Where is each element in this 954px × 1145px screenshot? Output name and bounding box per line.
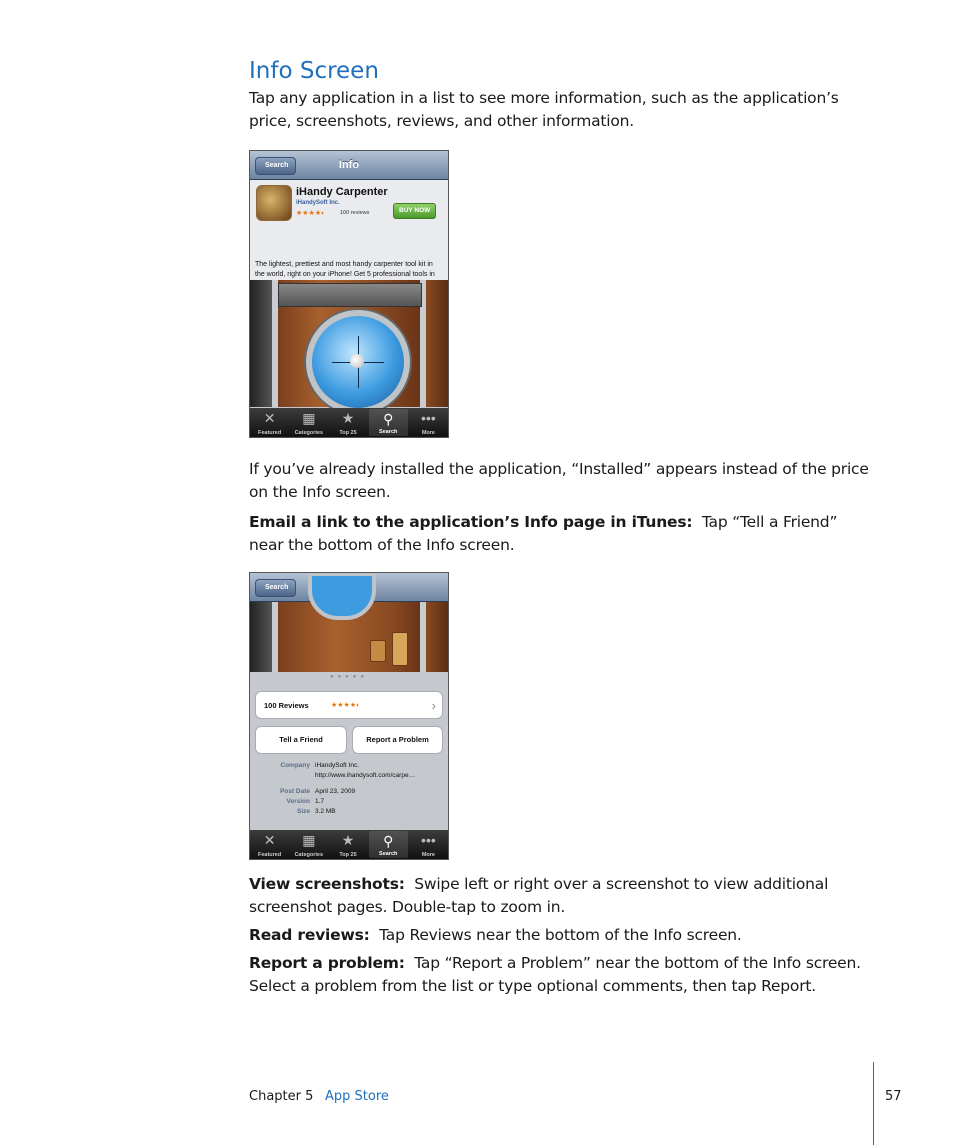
star-icon: ★ (341, 410, 355, 426)
search-back-button[interactable]: Search (255, 157, 296, 175)
reviews-row[interactable] (255, 691, 443, 719)
review-count: 100 reviews (340, 210, 370, 216)
installed-paragraph: If you’ve already installed the application, “Installed” appears instead of the price on the Info screen. (249, 460, 869, 501)
tab-top-25[interactable] (328, 830, 367, 859)
level-wheel (308, 572, 376, 620)
report-problem-text: Tap “Report a Problem” near the bottom of the Info screen. Select a problem from the list or type optional comments, then tap Report. (249, 954, 861, 995)
screenshot-next (426, 602, 448, 672)
tab-label: Search (379, 851, 398, 857)
categories-icon: ▦ (302, 832, 316, 848)
featured-icon: ✕ (263, 410, 276, 426)
footer-chapter: Chapter 5 (249, 1089, 314, 1104)
tab-more[interactable] (409, 830, 448, 859)
read-reviews-text: Tap Reviews near the bottom of the Info screen. (379, 926, 742, 944)
app-description: The lightest, prettiest and most handy carpenter tool kit in the world, right on your iPhone! Get 5 professional tools in (255, 261, 435, 278)
app-summary-panel (250, 180, 448, 280)
more-icon: ••• (421, 832, 436, 848)
view-screenshots-label: View screenshots: (249, 875, 405, 893)
search-icon: ⚲ (383, 833, 394, 849)
tab-label: Featured (257, 430, 282, 436)
buy-now-button[interactable]: BUY NOW (393, 203, 436, 219)
tab-label: Search (379, 429, 398, 435)
report-problem-label: Report a problem: (249, 954, 405, 972)
info-key: Company (280, 762, 310, 769)
section-heading: Info Screen (249, 58, 379, 84)
read-reviews-paragraph (249, 924, 874, 947)
featured-icon: ✕ (263, 832, 276, 848)
tab-label: Categories (294, 852, 324, 858)
screenshot-image[interactable] (278, 280, 420, 407)
tab-more[interactable] (409, 408, 448, 437)
report-problem-paragraph (249, 952, 874, 998)
info-screen-bottom-screenshot (249, 572, 449, 860)
tab-bar (250, 830, 448, 859)
screenshot-carousel[interactable] (250, 280, 448, 407)
rating-stars-icon: ★★★★◐ (331, 702, 361, 709)
tab-label: Top 25 (339, 430, 357, 436)
report-a-problem-button[interactable]: Report a Problem (352, 726, 443, 754)
tab-label: Top 25 (339, 852, 357, 858)
search-back-button[interactable]: Search (255, 579, 296, 597)
tab-label: Categories (294, 430, 324, 436)
view-screenshots-text: Swipe left or right over a screenshot to view additional screenshot pages. Double-tap to zoom in. (249, 875, 829, 916)
info-key: Version (286, 798, 310, 805)
view-screenshots-paragraph (249, 873, 874, 919)
tab-bar (250, 408, 448, 437)
company-url-link[interactable]: http://www.ihandysoft.com/carpe… (315, 772, 416, 779)
tab-search[interactable] (369, 409, 408, 436)
tell-a-friend-button[interactable]: Tell a Friend (255, 726, 347, 754)
app-developer[interactable]: iHandySoft Inc. (296, 200, 340, 206)
app-icon (256, 185, 292, 221)
tab-label: More (421, 852, 435, 858)
tab-label: More (421, 430, 435, 436)
bubble-dot (350, 354, 364, 368)
screenshot-prev (250, 602, 272, 672)
email-link-text: Tap “Tell a Friend” near the bottom of the Info screen. (249, 513, 838, 554)
tab-top-25[interactable] (328, 408, 367, 437)
tab-categories[interactable] (289, 408, 328, 437)
level-bar (278, 283, 422, 307)
more-icon: ••• (421, 410, 436, 426)
page-number: 57 (885, 1089, 902, 1104)
tab-label: Featured (257, 852, 282, 858)
tab-search[interactable] (369, 831, 408, 858)
nav-title: Info (338, 159, 360, 171)
app-name: iHandy Carpenter (296, 186, 388, 198)
search-icon: ⚲ (383, 411, 394, 427)
tab-featured[interactable] (250, 408, 289, 437)
rating-stars-icon: ★★★★◐ (296, 210, 326, 217)
email-link-label: Email a link to the application’s Info page in iTunes: (249, 513, 693, 531)
info-value: April 23, 2009 (315, 788, 356, 795)
level-glass (306, 310, 410, 414)
info-value: 3.2 MB (315, 808, 336, 815)
info-value: 1.7 (315, 798, 325, 805)
screenshot-next (426, 280, 448, 407)
screenshot-prev (250, 280, 272, 407)
screenshot-carousel[interactable] (250, 602, 448, 672)
info-key: Post Date (280, 788, 310, 795)
tab-categories[interactable] (289, 830, 328, 859)
footer-section: App Store (325, 1089, 389, 1104)
footer-divider (873, 1062, 874, 1145)
chevron-right-icon: › (431, 698, 436, 713)
screenshot-small-button (370, 640, 386, 662)
screenshot-image[interactable] (278, 602, 420, 672)
categories-icon: ▦ (302, 410, 316, 426)
info-value: iHandySoft Inc. (315, 762, 360, 769)
read-reviews-label: Read reviews: (249, 926, 370, 944)
intro-paragraph: Tap any application in a list to see more information, such as the application’s price, screenshots, reviews, and other information. (249, 89, 839, 130)
nav-bar (250, 151, 448, 180)
info-screen-screenshot (249, 150, 449, 438)
reviews-label: 100 Reviews (264, 701, 309, 710)
page-indicator: ●●●●● (329, 674, 369, 680)
info-key: Size (296, 808, 310, 815)
star-icon: ★ (341, 832, 355, 848)
screenshot-hold-button (392, 632, 408, 666)
tab-featured[interactable] (250, 830, 289, 859)
email-link-paragraph (249, 511, 874, 557)
